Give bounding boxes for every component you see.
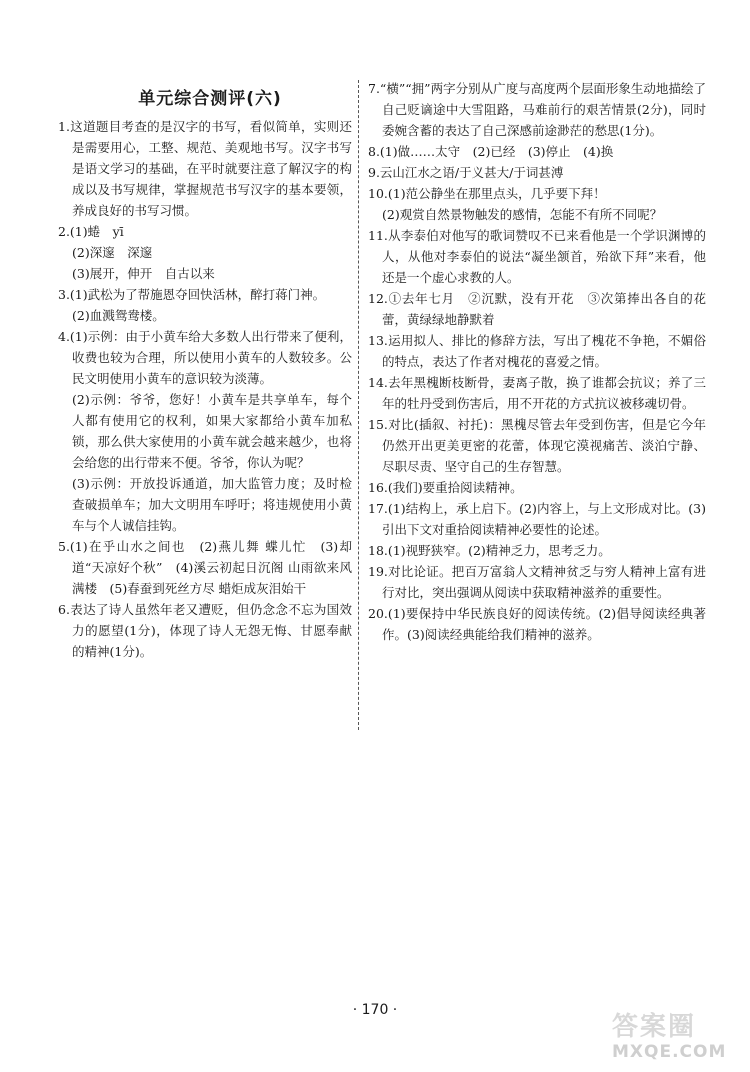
column-divider [358,80,359,730]
page-title: 单元综合测评(六) [138,89,282,109]
answer-19: 19.对比论证。把百万富翁人文精神贫乏与穷人精神上富有进行对比，突出强调从阅读中获取精神滋养的重要性。 [368,564,706,600]
answer-10-1: 10.(1)范公静坐在那里点头，几乎要下拜！ [368,186,606,201]
answer-15: 15.对比(插叙、衬托)：黑槐尽管去年受到伤害，但是它今年仍然开出更美更密的花蕾，体现它漠视痛苦、淡泊宁静、尽职尽责、坚守自己的生存智慧。 [368,417,706,474]
answer-8: 8.(1)做……太守 (2)已经 (3)停止 (4)换 [368,144,614,159]
answer-17: 17.(1)结构上，承上启下。(2)内容上，与上文形成对比。(3)引出下文对重拾阅读精神必要性的论述。 [368,501,706,537]
right-column [368,78,706,645]
watermark-logo [612,1012,744,1068]
answer-9: 9.云山江水之语/于义甚大/于词甚溥 [368,165,564,180]
page-number: · 170 · [352,1002,398,1018]
answer-7: 7.“横”“拥”两字分别从广度与高度两个层面形象生动地描绘了自己贬谪途中大雪阻路，马难前行的艰苦情景(2分)，同时委婉含蓄的表达了自己深感前途渺茫的愁思(1分)。 [368,81,706,138]
left-column [58,116,352,662]
answer-1: 1.这道题目考查的是汉字的书写，看似简单，实则还是需要用心，工整、规范、美观地书写。汉字书写是语文学习的基础，在平时就要注意了解汉字的构成以及书写规律，掌握规范书写汉字的基本要领，养成良好的书写习惯。 [58,119,352,218]
answer-3-1: 3.(1)武松为了帮施恩夺回快活林，醉打蒋门神。 [58,287,326,302]
answer-4-3: (3)示例：开放投诉通道，加大监管力度；及时检查破损单车；加大文明用车呼吁；将违规使用小黄车与个人诚信挂钩。 [72,476,352,533]
answer-10-2: (2)观赏自然景物触发的感情，怎能不有所不同呢？ [382,207,663,222]
answer-11: 11.从李泰伯对他写的歌词赞叹不已来看他是一个学识渊博的人，从他对李泰伯的说法“凝坐颔首，殆欲下拜”来看，他还是一个虚心求教的人。 [368,228,706,285]
answer-13: 13.运用拟人、排比的修辞方法，写出了槐花不争艳，不媚俗的特点，表达了作者对槐花的喜爱之情。 [368,333,706,369]
watermark-bottom-text: MXQE.COM [612,1042,727,1062]
answer-4-2: (2)示例：爷爷，您好！小黄车是共享单车，每个人都有使用它的权利，如果大家都给小黄车加私锁，那么供大家使用的小黄车就会越来越少，也将会给您的出行带来不便。爷爷，你认为呢？ [72,392,352,470]
answer-16: 16.(我们)要重拾阅读精神。 [368,480,523,495]
answer-2-3: (3)展开，伸开 自古以来 [72,266,215,281]
answer-12: 12.①去年七月 ②沉默，没有开花 ③次第捧出各自的花蕾，黄绿绿地静默着 [368,291,706,327]
answer-6: 6.表达了诗人虽然年老又遭贬，但仍念念不忘为国效力的愿望(1分)，体现了诗人无怨无悔、甘愿奉献的精神(1分)。 [58,602,352,659]
answer-20: 20.(1)要保持中华民族良好的阅读传统。(2)倡导阅读经典著作。(3)阅读经典能给我们精神的滋养。 [368,606,706,642]
answer-2-1: 2.(1)蜷 yī [58,224,124,239]
answer-2-2: (2)深邃 深邃 [72,245,153,260]
answer-14: 14.去年黑槐断枝断骨，妻离子散，换了谁都会抗议；养了三年的牡丹受到伤害后，用不开花的方式抗议被移魂切骨。 [368,375,706,411]
answer-3-2: (2)血溅鸳鸯楼。 [72,308,165,323]
answer-5: 5.(1)在乎山水之间也 (2)燕儿舞 蝶儿忙 (3)却道“天凉好个秋” (4)溪云初起日沉阁 山雨欲来风满楼 (5)春蚕到死丝方尽 蜡炬成灰泪始干 [58,539,352,596]
watermark-top-text: 答案圈 [612,1012,697,1042]
answer-4-1: 4.(1)示例：由于小黄车给大多数人出行带来了便利，收费也较为合理，所以使用小黄车的人数较多。公民文明使用小黄车的意识较为淡薄。 [58,329,352,386]
answer-18: 18.(1)视野狭窄。(2)精神乏力，思考乏力。 [368,543,611,558]
